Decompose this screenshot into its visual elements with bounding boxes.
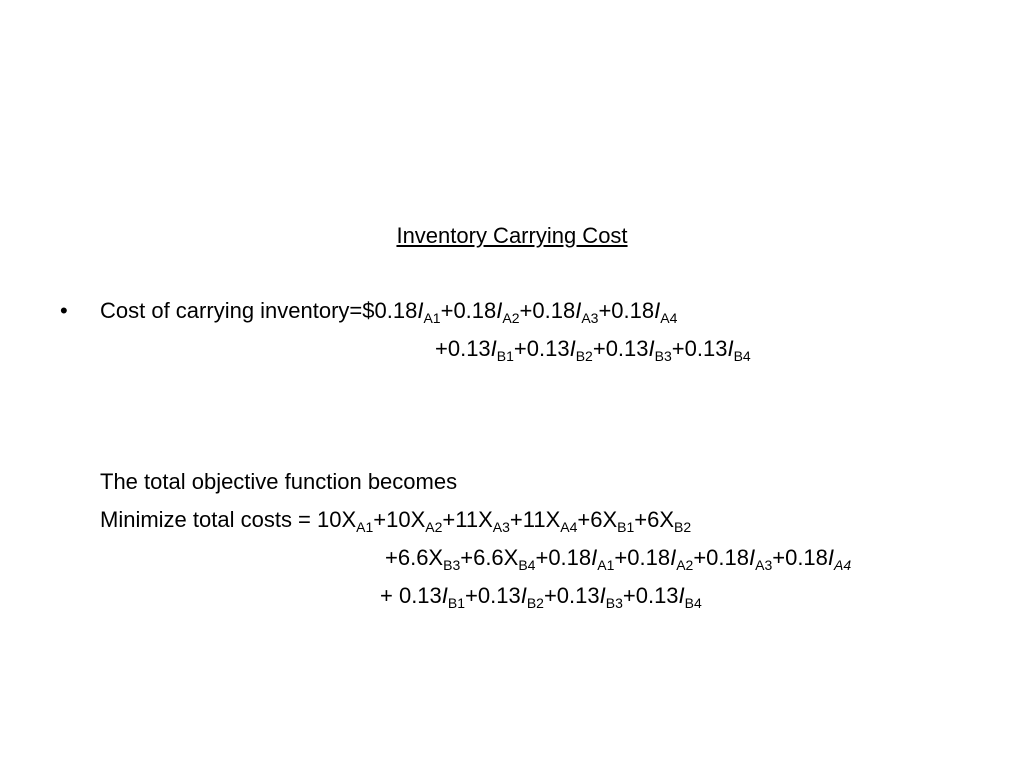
variable-subscript: A1 [597, 557, 615, 573]
variable-symbol: I [575, 298, 582, 323]
objective-intro: The total objective function becomes [100, 469, 458, 494]
expr-text: +11X [509, 507, 561, 532]
expr-text: +11X [442, 507, 493, 532]
expr-text: +6.6X [460, 545, 519, 570]
variable-symbol: I [654, 298, 661, 323]
carrying-cost-line-1 [100, 298, 677, 324]
variable-subscript: A2 [676, 557, 694, 573]
variable-symbol: I [520, 583, 527, 608]
expr-text: +0.13 [592, 336, 649, 361]
expr-text: +0.18 [535, 545, 592, 570]
expr-text: +6X [634, 507, 675, 532]
expr-text: +6.6X [385, 545, 444, 570]
variable-symbol: I [670, 545, 677, 570]
variable-symbol: I [569, 336, 576, 361]
variable-subscript: A3 [492, 519, 510, 535]
expr-text: +0.13 [465, 583, 521, 608]
expr-text: +10X [373, 507, 426, 532]
variable-symbol: I [441, 583, 448, 608]
variable-subscript: B2 [526, 595, 544, 611]
variable-subscript: B1 [617, 519, 635, 535]
variable-subscript: A3 [755, 557, 773, 573]
variable-symbol: I [678, 583, 685, 608]
expr-text: +0.18 [440, 298, 497, 323]
expr-text: Cost of carrying inventory=$0.18 [100, 298, 418, 323]
expr-text: +0.18 [598, 298, 655, 323]
variable-subscript: A3 [581, 310, 599, 326]
expr-text: Minimize total costs = 10X [100, 507, 357, 532]
variable-subscript: A1 [356, 519, 374, 535]
variable-symbol: I [827, 545, 835, 570]
variable-symbol: I [599, 583, 606, 608]
expr-text: +0.18 [693, 545, 749, 570]
expr-text: +0.13 [671, 336, 728, 361]
expr-text: +0.13 [435, 336, 491, 361]
variable-subscript: B3 [605, 595, 623, 611]
variable-subscript: B3 [654, 348, 672, 364]
variable-subscript: B1 [447, 595, 466, 611]
variable-subscript: A2 [502, 310, 520, 326]
variable-subscript: B4 [684, 595, 702, 611]
variable-symbol: I [748, 545, 756, 570]
expr-text: +0.13 [513, 336, 570, 361]
variable-symbol: I [490, 336, 497, 361]
carrying-cost-line-2 [435, 336, 751, 362]
bullet-marker: • [60, 298, 68, 323]
variable-subscript: B2 [674, 519, 692, 535]
variable-subscript: A4 [560, 519, 578, 535]
expr-text: +0.18 [519, 298, 576, 323]
expr-text: +0.18 [772, 545, 828, 570]
variable-symbol: I [727, 336, 734, 361]
variable-symbol: I [648, 336, 655, 361]
variable-symbol: I [591, 545, 598, 570]
objective-line-3 [380, 583, 702, 609]
slide-title: Inventory Carrying Cost [396, 223, 628, 248]
variable-subscript: A4 [660, 310, 678, 326]
expr-text: +0.13 [622, 583, 679, 608]
variable-subscript: A2 [425, 519, 443, 535]
objective-line-1 [100, 507, 691, 533]
expr-text: +0.18 [614, 545, 671, 570]
expr-text: + 0.13 [380, 583, 442, 608]
objective-line-2 [385, 545, 851, 571]
variable-symbol: I [417, 298, 424, 323]
variable-subscript: B1 [496, 348, 514, 364]
variable-subscript: B3 [443, 557, 461, 573]
variable-subscript: A4 [834, 557, 852, 573]
expr-text: +6X [577, 507, 618, 532]
expr-text: +0.13 [543, 583, 600, 608]
variable-subscript: A1 [423, 310, 441, 326]
variable-subscript: B4 [518, 557, 536, 573]
variable-symbol: I [496, 298, 503, 323]
variable-subscript: B2 [575, 348, 593, 364]
variable-subscript: B4 [733, 348, 751, 364]
